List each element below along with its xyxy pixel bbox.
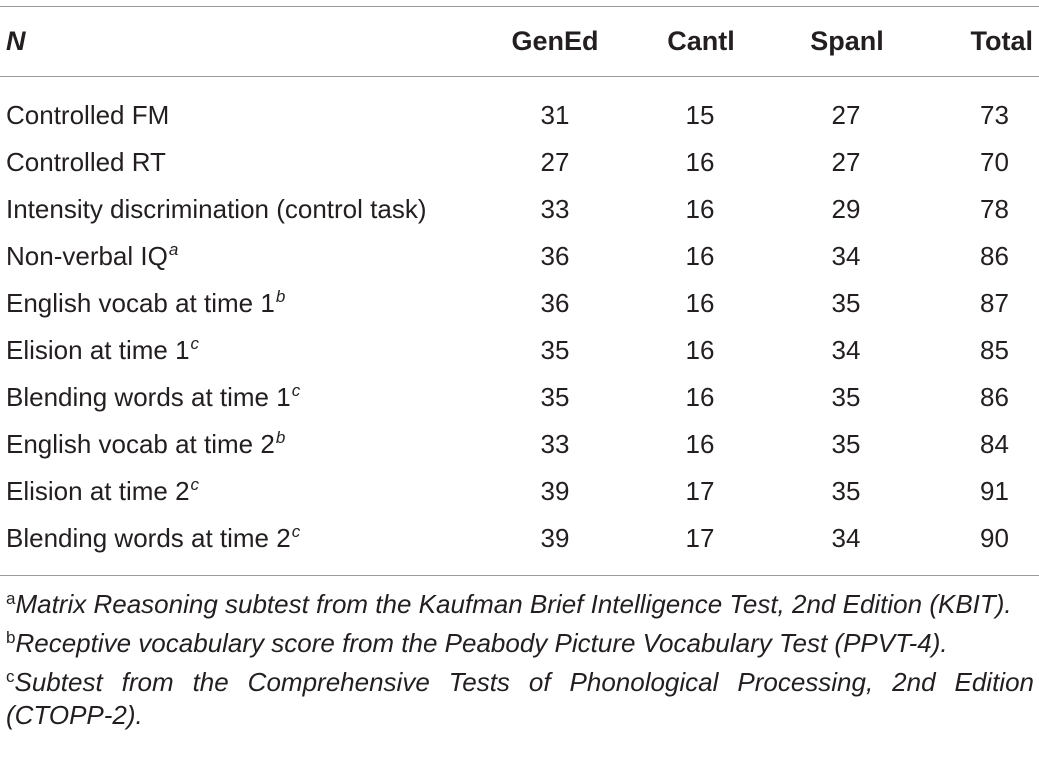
footnote-mark: c [291,522,301,541]
cell-cantl: 16 [685,288,715,318]
cell-spanl: 34 [831,335,861,365]
row-label: Intensity discrimination (control task) [6,194,427,224]
cell-gened: 36 [540,288,570,318]
footnote-marker: c [6,667,15,686]
cell-gened: 35 [540,382,570,412]
cell-gened: 33 [540,194,570,224]
cell-gened: 35 [540,335,570,365]
table-row [0,421,1039,468]
cell-cantl: 16 [685,382,715,412]
footnote-text: Receptive vocabulary score from the Peabody Picture Vocabulary Test (PPVT-4). [15,628,948,658]
cell-total: 86 [980,241,1009,271]
footnote-text: Subtest from the Comprehensive Tests of Phonological Processing, 2nd Edition (CTOPP-2). [6,667,1034,730]
row-label: Elision at time 2$^c$ [6,475,200,506]
footnote-c [6,666,1034,732]
cell-gened: 36 [540,241,570,271]
table-row [0,233,1039,280]
cell-spanl: 35 [831,382,861,412]
table-row [0,515,1039,576]
cell-cantl: 16 [685,429,715,459]
cell-gened: 27 [540,147,570,177]
header-n: N [6,26,26,56]
table-row [0,327,1039,374]
cell-gened: 39 [540,523,570,553]
footnote-mark: b [275,287,286,306]
row-label: Blending words at time 1$^c$ [6,381,301,412]
cell-total: 78 [980,194,1009,224]
cell-gened: 31 [540,100,570,130]
header-gened: GenEd [511,26,599,56]
row-label: Blending words at time 2$^c$ [6,522,301,553]
table-header [0,7,1039,77]
footnote-mark: c [190,334,200,353]
cell-spanl: 27 [831,100,861,130]
row-label: Non-verbal $IQ^a$ [6,240,179,271]
footnote-mark: c [190,475,200,494]
cell-total: 87 [980,288,1009,318]
row-label: English vocab at time 1$^b$ [6,287,286,318]
cell-spanl: 27 [831,147,861,177]
footnote-a [6,588,1034,621]
cell-gened: 39 [540,476,570,506]
cell-cantl: 16 [685,241,715,271]
footnote-marker: a [6,589,16,608]
table-footnotes [6,588,1034,738]
cell-spanl: 35 [831,476,861,506]
table-row [0,468,1039,515]
cell-total: 85 [980,335,1009,365]
row-label: English vocab at time 2$^b$ [6,428,286,459]
cell-total: 90 [980,523,1009,553]
row-label: Controlled FM [6,100,170,130]
table-row [0,139,1039,186]
cell-total: 70 [980,147,1009,177]
header-spanl: Spanl [810,26,884,56]
sample-size-table [0,6,1039,576]
table-row [0,77,1039,140]
cell-spanl: 29 [831,194,861,224]
footnote-marker: b [6,628,16,647]
cell-cantl: 16 [685,335,715,365]
cell-cantl: 16 [685,194,715,224]
cell-cantl: 17 [685,476,715,506]
table-row [0,374,1039,421]
header-total: Total [970,26,1033,56]
footnote-mark: c [291,381,301,400]
table-row [0,186,1039,233]
cell-total: 91 [980,476,1009,506]
row-label: Controlled RT [6,147,166,177]
table-row [0,280,1039,327]
header-cantl: Cantl [667,26,735,56]
row-label: Elision at time 1$^c$ [6,334,200,365]
cell-cantl: 16 [685,147,715,177]
cell-spanl: 35 [831,288,861,318]
cell-cantl: 15 [685,100,715,130]
footnote-mark: a [168,240,179,259]
footnote-text: Matrix Reasoning subtest from the Kaufman Brief Intelligence Test, 2nd Edition (KBIT). [15,589,1012,619]
footnote-b [6,627,1034,660]
cell-total: 73 [980,100,1009,130]
table-body [0,77,1039,576]
cell-cantl: 17 [685,523,715,553]
cell-gened: 33 [540,429,570,459]
cell-spanl: 34 [831,241,861,271]
cell-spanl: 34 [831,523,861,553]
cell-total: 84 [980,429,1009,459]
cell-total: 86 [980,382,1009,412]
cell-spanl: 35 [831,429,861,459]
footnote-mark: b [275,428,286,447]
header-row [0,7,1039,77]
